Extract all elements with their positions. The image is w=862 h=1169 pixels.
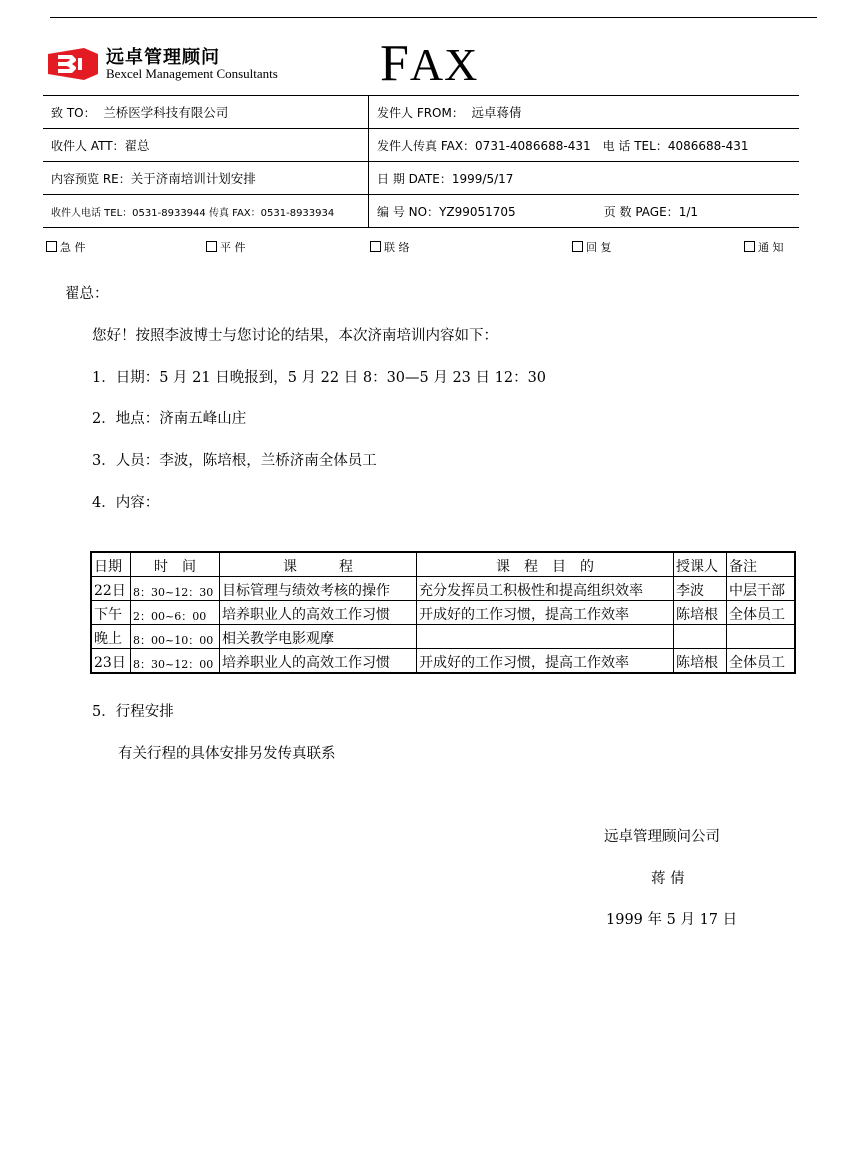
intro-paragraph: 您好！按照李波博士与您讨论的结果，本次济南培训内容如下： <box>92 328 498 344</box>
cell-instructor: 陈培根 <box>674 649 727 674</box>
cell-notes: 全体员工 <box>727 601 796 625</box>
signature-company: 远卓管理顾问公司 <box>604 829 720 845</box>
cell-time: 8：30~12：30 <box>131 577 220 601</box>
checkbox-urgent[interactable]: 急 件 <box>46 239 86 255</box>
cell-notes: 中层干部 <box>727 577 796 601</box>
date-field: 日 期 DATE：1999/5/17 <box>369 162 800 195</box>
header-row-contact <box>43 195 799 228</box>
brand-name-cn: 远卓管理顾问 <box>106 47 220 68</box>
table-row <box>91 601 795 625</box>
cell-instructor: 陈培根 <box>674 601 727 625</box>
col-purpose: 课 程 目 的 <box>417 552 674 577</box>
to-field: 致 TO： 兰桥医学科技有限公司 <box>43 96 369 129</box>
schedule-header-row <box>91 552 795 577</box>
checkbox-square-icon <box>572 241 583 252</box>
cell-course: 培养职业人的高效工作习惯 <box>220 649 417 674</box>
re-field: 内容预览 RE：关于济南培训计划安排 <box>43 162 369 195</box>
table-row <box>91 625 795 649</box>
cell-purpose: 充分发挥员工积极性和提高组织效率 <box>417 577 674 601</box>
company-logo-icon <box>44 44 100 82</box>
cell-purpose: 开成好的工作习惯，提高工作效率 <box>417 601 674 625</box>
checkbox-reply[interactable]: 回 复 <box>572 239 612 255</box>
cell-date: 22日 <box>91 577 131 601</box>
signature-date: 1999 年 5 月 17 日 <box>606 912 738 928</box>
item-itinerary: 5．行程安排 <box>92 704 174 720</box>
cell-instructor <box>674 625 727 649</box>
att-field: 收件人 ATT：翟总 <box>43 129 369 162</box>
cell-notes: 全体员工 <box>727 649 796 674</box>
cell-course: 相关教学电影观摩 <box>220 625 417 649</box>
item-location: 2．地点：济南五峰山庄 <box>92 411 247 427</box>
item-date: 1．日期：5 月 21 日晚报到，5 月 22 日 8：30—5 月 23 日 12：30 <box>92 370 547 386</box>
priority-checkboxes <box>46 239 798 257</box>
item-people: 3．人员：李波，陈培根，兰桥济南全体员工 <box>92 453 377 469</box>
checkbox-square-icon <box>744 241 755 252</box>
cell-notes <box>727 625 796 649</box>
fax-title: FAX <box>380 35 479 92</box>
checkbox-notify[interactable]: 通 知 <box>744 239 784 255</box>
brand-name-en: Bexcel Management Consultants <box>106 66 278 81</box>
checkbox-square-icon <box>206 241 217 252</box>
salutation: 翟总： <box>65 286 109 302</box>
number-field: 编 号 NO：YZ99051705 页 数 PAGE：1/1 <box>369 195 800 228</box>
col-course: 课 程 <box>220 552 417 577</box>
col-date: 日期 <box>91 552 131 577</box>
cell-purpose: 开成好的工作习惯，提高工作效率 <box>417 649 674 674</box>
header-row-to <box>43 96 799 129</box>
schedule-table <box>90 551 796 674</box>
cell-instructor: 李波 <box>674 577 727 601</box>
cell-date: 23日 <box>91 649 131 674</box>
cell-course: 目标管理与绩效考核的操作 <box>220 577 417 601</box>
from-field: 发件人 FROM： 远卓蒋倩 <box>369 96 800 129</box>
top-rule <box>50 17 817 18</box>
table-row <box>91 577 795 601</box>
checkbox-contact[interactable]: 联 络 <box>370 239 410 255</box>
col-instructor: 授课人 <box>674 552 727 577</box>
table-row <box>91 649 795 674</box>
itinerary-detail: 有关行程的具体安排另发传真联系 <box>118 746 336 762</box>
cell-date: 晚上 <box>91 625 131 649</box>
header-row-re <box>43 162 799 195</box>
checkbox-square-icon <box>370 241 381 252</box>
col-notes: 备注 <box>727 552 796 577</box>
sender-fax-field: 发件人传真 FAX：0731-4086688-431 电 话 TEL：4086688-431 <box>369 129 800 162</box>
cell-time: 8：00~10：00 <box>131 625 220 649</box>
cell-purpose <box>417 625 674 649</box>
signature-name: 蒋 倩 <box>651 871 685 887</box>
header-fields-table <box>43 95 799 228</box>
cell-time: 2：00~6：00 <box>131 601 220 625</box>
recipient-contact-field: 收件人电话 TEL：0531-8933944 传真 FAX：0531-8933934 <box>43 195 369 228</box>
checkbox-normal[interactable]: 平 件 <box>206 239 246 255</box>
cell-date: 下午 <box>91 601 131 625</box>
item-content: 4．内容： <box>92 495 160 511</box>
cell-time: 8：30~12：00 <box>131 649 220 674</box>
header-row-att <box>43 129 799 162</box>
cell-course: 培养职业人的高效工作习惯 <box>220 601 417 625</box>
col-time: 时 间 <box>131 552 220 577</box>
checkbox-square-icon <box>46 241 57 252</box>
